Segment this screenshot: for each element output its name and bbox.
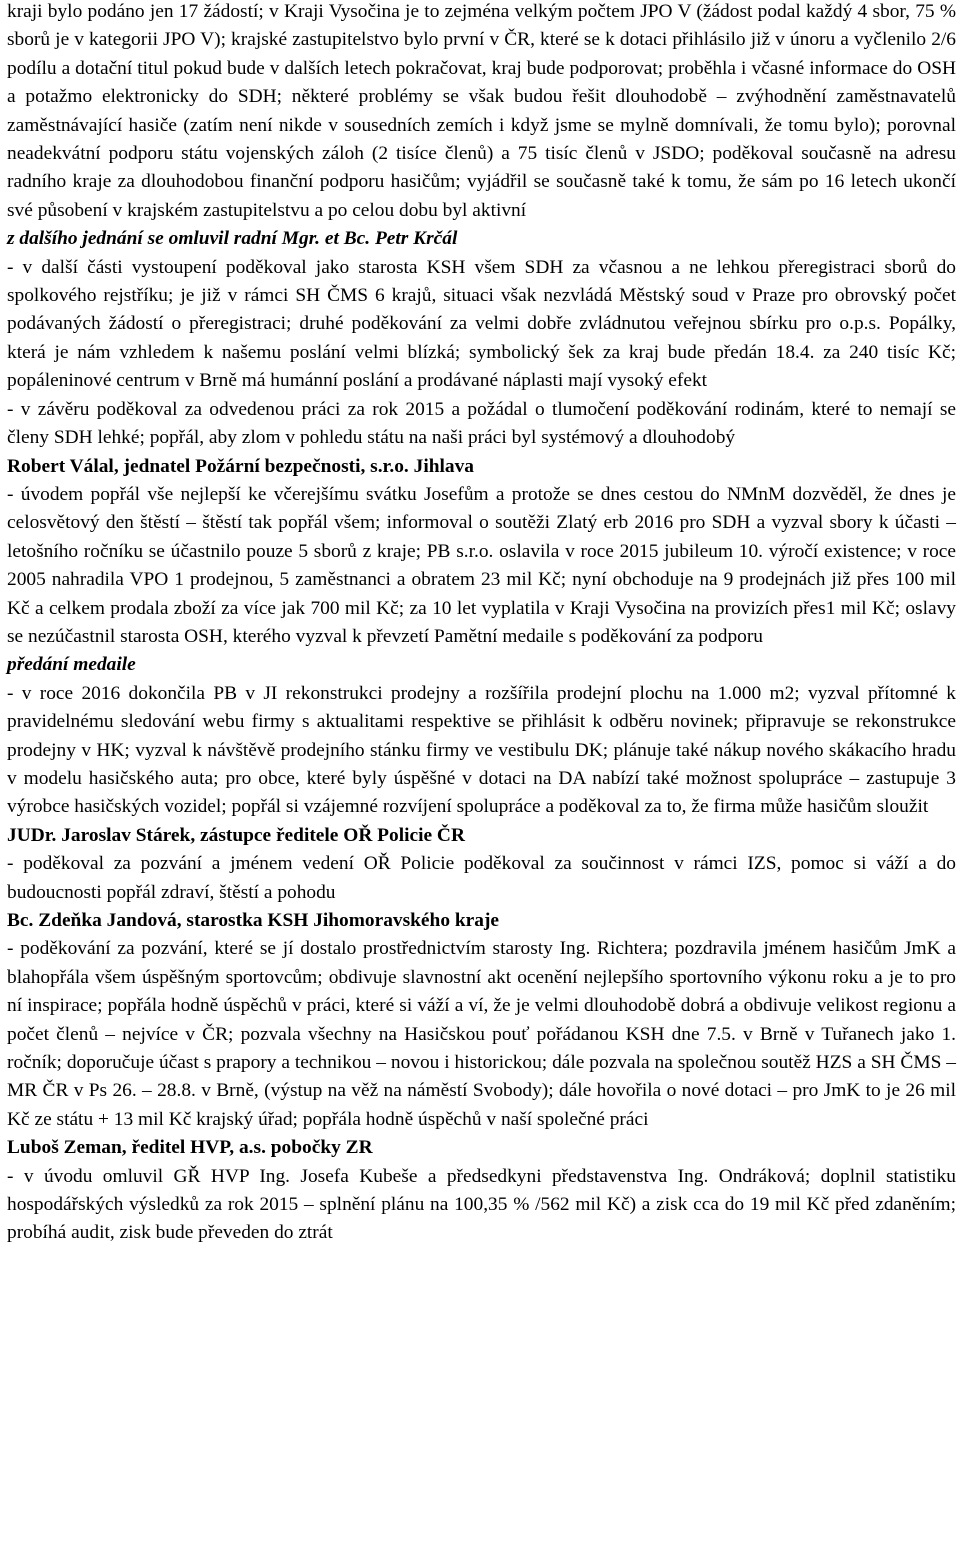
paragraph-valal-uvod: - úvodem popřál vše nejlepší ke včerejšímu svátku Josefům a protože se dnes cestou do NMnM dozvěděl, že dnes je celosvětový den štěstí – štěstí tak popřál všem; informoval o soutěži Zlatý erb 2016 pro SDH a vyzval sbory k účasti – letošního ročníku se účastnilo pouze 5 sborů z kraje; PB s.r.o. oslavila v roce 2015 jubileum 10. výročí existence; v roce 2005 nahradila VPO 1 prodejnou, 5 zaměstnanci a obratem 23 mil Kč; nyní obchoduje na 9 prodejnách již přes 100 mil Kč a celkem prodala zboží za více jak 700 mil Kč; za 10 let vyplatila v Kraji Vysočina na provizích přes1 mil Kč; oslavy se nezúčastnil starosta OSH, kterého vyzval k převzetí Pamětní medaile s poděkování za podporu xyxy=(7,483,956,647)
heading-speaker-starek: JUDr. Jaroslav Stárek, zástupce ředitele OŘ Policie ČR xyxy=(7,824,465,846)
paragraph-zeman: - v úvodu omluvil GŘ HVP Ing. Josefa Kubeše a předsedkyni představenstva Ing. Ondráková; doplnil statistiku hospodářských výsledků za rok 2015 – splnění plánu na 100,35 % /562 mil Kč) a zisk cca do 19 mil Kč před zdaněním; probíhá audit, zisk bude převeden do ztrát xyxy=(7,1165,956,1244)
paragraph-zaver-podekovani: - v závěru poděkoval za odvedenou práci za rok 2015 a požádal o tlumočení poděkování rodinám, které to nemají se členy SDH lehké; popřál, aby zlom v pohledu státu na naši práci byl systémový a dlouhodobý xyxy=(7,398,956,449)
heading-speaker-valal: Robert Válal, jednatel Požární bezpečnosti, s.r.o. Jihlava xyxy=(7,455,474,477)
paragraph-starek: - poděkoval za pozvání a jménem vedení OŘ Policie poděkoval za součinnost v rámci IZS, pomoc si váží a do budoucnosti popřál zdraví, štěstí a pohodu xyxy=(7,853,956,903)
paragraph-valal-prodejna: - v roce 2016 dokončila PB v JI rekonstrukci prodejny a rozšířila prodejní plochu na 1.000 m2; vyzval přítomné k pravidelnému sledování webu firmy s aktualitami respektive se přihlásit k odběru novinek; připravuje se rekonstrukce prodejny v HK; vyzval k návštěvě prodejního stánku firmy ve vestibulu DK; plánuje také nákup nového skákacího hradu v modelu hasičského auta; pro obce, které byly úspěšné v dotaci na DA nabízí také možnost spolupráce – zastupuje 3 výrobce hasičských vozidel; popřál si vzájemné rozvíjení spolupráce a poděkoval za to, že firma může hasičům sloužit xyxy=(7,682,956,818)
heading-speaker-jandova: Bc. Zdeňka Jandová, starostka KSH Jihomoravského kraje xyxy=(7,910,500,931)
heading-omluva-radni: z dalšího jednání se omluvil radní Mgr. et Bc. Petr Krčál xyxy=(7,228,458,250)
paragraph-dotace-kraj: kraji bylo podáno jen 17 žádostí; v Kraji Vysočina je to zejména velkým počtem JPO V (žádost podal každý 4 sbor, 75 % sborů je v kategorii JPO V); krajské zastupitelstvo bylo první v ČR, které se k dotaci přihlásilo již v únoru a vyčlenilo 2/6 podílu a dotační titul pokud bude v dalších letech pokračovat, kraj bude podporovat; proběhla i včasné informace do OSH a potažmo elektronicky do SDH; některé problémy se však budou řešit dlouhodobě – zvýhodnění zaměstnavatelů zaměstnávající hasiče (zatím není nikde v sousedních zemích i když jsme se mylně domnívali, že tomu bylo); porovnal neadekvátní podporu státu vojenských záloh (2 tisíce členů) a 75 tisíc členů v JSDO; poděkoval současně na adresu radního kraje za dlouhodobou finanční podporu hasičům; vyjádřil se současně také k tomu, že sám po 16 letech ukončí své působení v krajském zastupitelstvu a po celou dobu byl aktivní xyxy=(7,1,956,221)
paragraph-jandova: - poděkování za pozvání, které se jí dostalo prostřednictvím starosty Ing. Richtera; pozdravila jménem hasičům JmK a blahopřála všem úspěšným sportovcům; obdivuje slavnostní akt ocenění nejlepšího sportovního výkonu roku a je to pro ní inspirace; popřála hodně úspěchů v práci, které si váží a ví, že je velmi dlouhodobě dobrá a obdivuje velikost regionu a počet členů – nejvíce v ČR; pozvala všechny na Hasičskou pouť pořádanou KSH dne 7.5. v Brně v Tuřanech jako 1. ročník; doporučuje účast s prapory a technikou – novou i historickou; dále pozvala na společnou soutěž HZS a SH ČMS – MR ČR v Ps 26. – 28.8. v Brně, (výstup na věž na náměstí Svobody); dále hovořila o nové dotaci – pro JmK to je 26 mil Kč ze státu + 13 mil Kč krajský úřad; popřála hodně úspěchů v naší společné práci xyxy=(7,938,956,1130)
paragraph-podekovani-starosta: - v další části vystoupení poděkoval jako starosta KSH všem SDH za včasnou a ne lehkou přeregistraci sborů do spolkového rejstříku; je již v rámci SH ČMS 6 krajů, situaci však nezvládá Městský soud v Praze pro obrovský počet podávaných žádostí o přeregistraci; druhé poděkování za velmi dobře zvládnutou veřejnou sbírku pro o.p.s. Popálky, která je nám vzhledem k našemu poslání velmi blízká; symbolický šek za kraj bude předán 18.4. za 240 tisíc Kč; popáleninové centrum v Brně má humánní poslání a prodávané náplasti mají vysoký efekt xyxy=(7,256,956,392)
heading-predani-medaile: předání medaile xyxy=(7,654,136,676)
heading-speaker-zeman: Luboš Zeman, ředitel HVP, a.s. pobočky ZR xyxy=(7,1137,373,1159)
